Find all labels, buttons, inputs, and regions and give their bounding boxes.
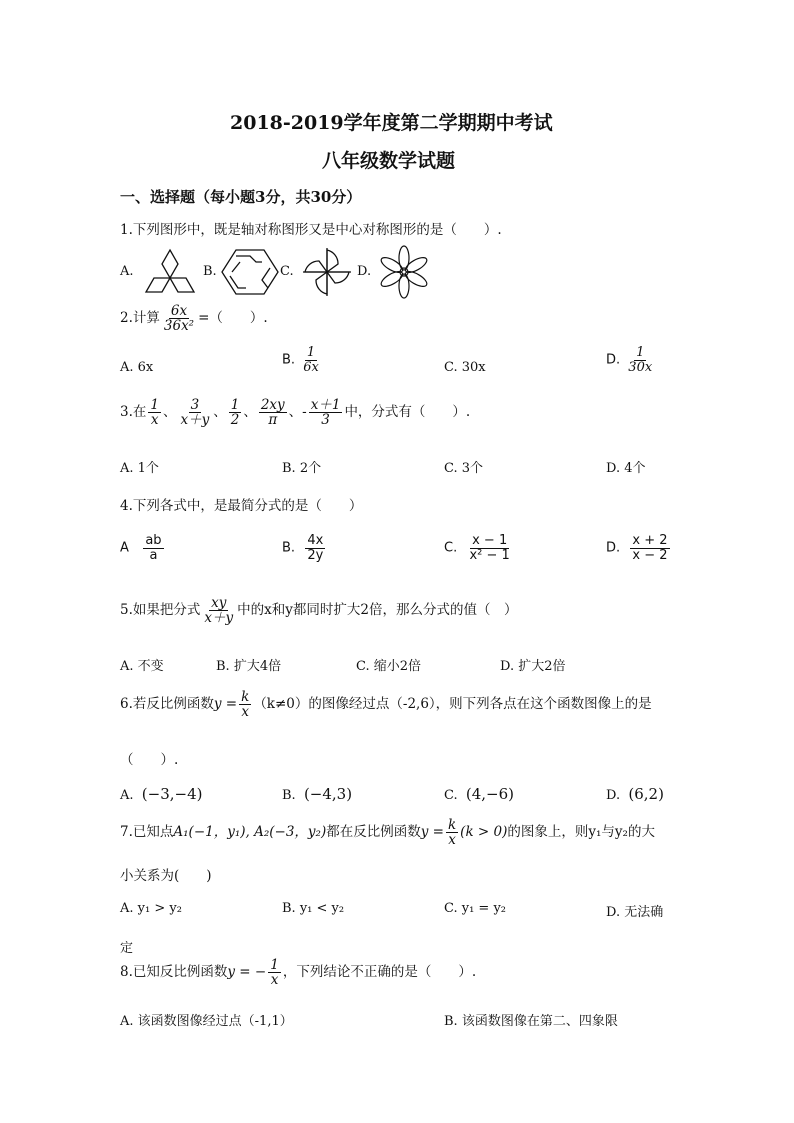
q5-option-b: B. 扩大4倍 — [216, 659, 282, 674]
question-3-stem: 3.在 $\frac{1}{x}$ 、 $\frac{3}{x+y}$ 、 $\frac{1}{2}$ 、 $\frac{2xy}{\pi}$ 、- $\frac{x+1}{3}$ 中，分式有（ ）. — [120, 397, 471, 429]
q1-option-d-label: D. — [357, 264, 372, 279]
q2-option-c: C. 30x — [444, 360, 486, 375]
question-7-stem-line2: 小关系为( ) — [120, 868, 212, 884]
q1-option-b-label: B. — [203, 264, 217, 279]
exam-subtitle: 八年级数学试题 — [322, 150, 456, 172]
q3-option-c: C. 3个 — [444, 461, 484, 476]
question-4-stem: 4.下列各式中，是最简分式的是（ ） — [120, 498, 363, 514]
q8-option-a: A. 该函数图像经过点（-1,1） — [120, 1014, 293, 1029]
q6-option-a: A. (−3,−4) — [120, 785, 203, 803]
q2-option-b: B. $\frac{1}{6x}$ — [282, 345, 319, 375]
q2-fraction: $\frac{6x}{\text{36x²}}$ — [163, 303, 195, 335]
q3-option-a: A. 1个 — [120, 461, 159, 476]
question-7-stem: 7.已知点A₁(−1，y₁), A₂(−3，y₂)都在反比例函数y = $\frac{k}{x}$ (k > 0)的图象上，则y₁与y₂的大 — [120, 817, 655, 849]
q6-option-d: D. (6,2) — [606, 785, 664, 803]
q3-option-d: D. 4个 — [606, 461, 646, 476]
q7-option-a: A. y₁ > y₂ — [120, 901, 182, 916]
question-5-stem: 5.如果把分式 $\frac{xy}{x+y}$ 中的x和y都同时扩大2倍，那么分式的值（ ） — [120, 595, 518, 627]
q2-option-a: A. 6x — [120, 360, 154, 375]
q1-option-a-label: A. — [120, 264, 134, 279]
q5-option-d: D. 扩大2倍 — [500, 659, 566, 674]
recycle-figure-icon — [222, 248, 278, 296]
question-8-stem: 8.已知反比例函数y = − $\frac{1}{x}$ ，下列结论不正确的是（ ）. — [120, 957, 477, 989]
q7-option-b: B. y₁ < y₂ — [282, 901, 345, 916]
q2-option-d: D. $\frac{1}{30x}$ — [606, 345, 653, 375]
q8-option-b: B. 该函数图像在第二、四象限 — [444, 1014, 618, 1029]
question-6-stem-line2: （ ）. — [120, 752, 179, 768]
q5-option-c: C. 缩小2倍 — [356, 659, 422, 674]
section-heading: 一、选择题（每小题3分，共30分） — [120, 188, 362, 206]
question-2-stem: 2.计算 $\frac{6x}{\text{36x²}}$ =（ ）. — [120, 303, 268, 335]
q7-option-d-continued: 定 — [120, 941, 134, 956]
q6-option-b: B. (−4,3) — [282, 785, 353, 803]
pinwheel-figure-icon — [300, 246, 354, 298]
q7-option-d: D. 无法确 — [606, 905, 664, 920]
flower-figure-icon — [376, 244, 432, 300]
q4-option-d: D. $\frac{x + 2}{x - 2}$ — [606, 533, 668, 563]
q4-option-c: C. $\frac{x - 1}{\text{x² − 1}}$ — [444, 533, 510, 563]
question-1-stem: 1.下列图形中，既是轴对称图形又是中心对称图形的是（ ）. — [120, 222, 502, 238]
exam-title: 2018-2019学年度第二学期期中考试 — [230, 112, 553, 134]
q3-option-b: B. 2个 — [282, 461, 322, 476]
mitsubishi-figure-icon — [140, 248, 200, 296]
question-6-stem: 6.若反比例函数y = $\frac{k}{x}$ （k≠0）的图像经过点（-2,6），则下列各点在这个函数图像上的是 — [120, 689, 652, 721]
q5-option-a: A. 不变 — [120, 659, 164, 674]
q7-option-c: C. y₁ = y₂ — [444, 901, 507, 916]
q6-option-c: C. (4,−6) — [444, 785, 515, 803]
q4-option-a: A $\frac{ab}{a}$ — [120, 533, 162, 563]
q1-option-c-label: C. — [280, 264, 294, 279]
q4-option-b: B. $\frac{4x}{2y}$ — [282, 533, 324, 563]
